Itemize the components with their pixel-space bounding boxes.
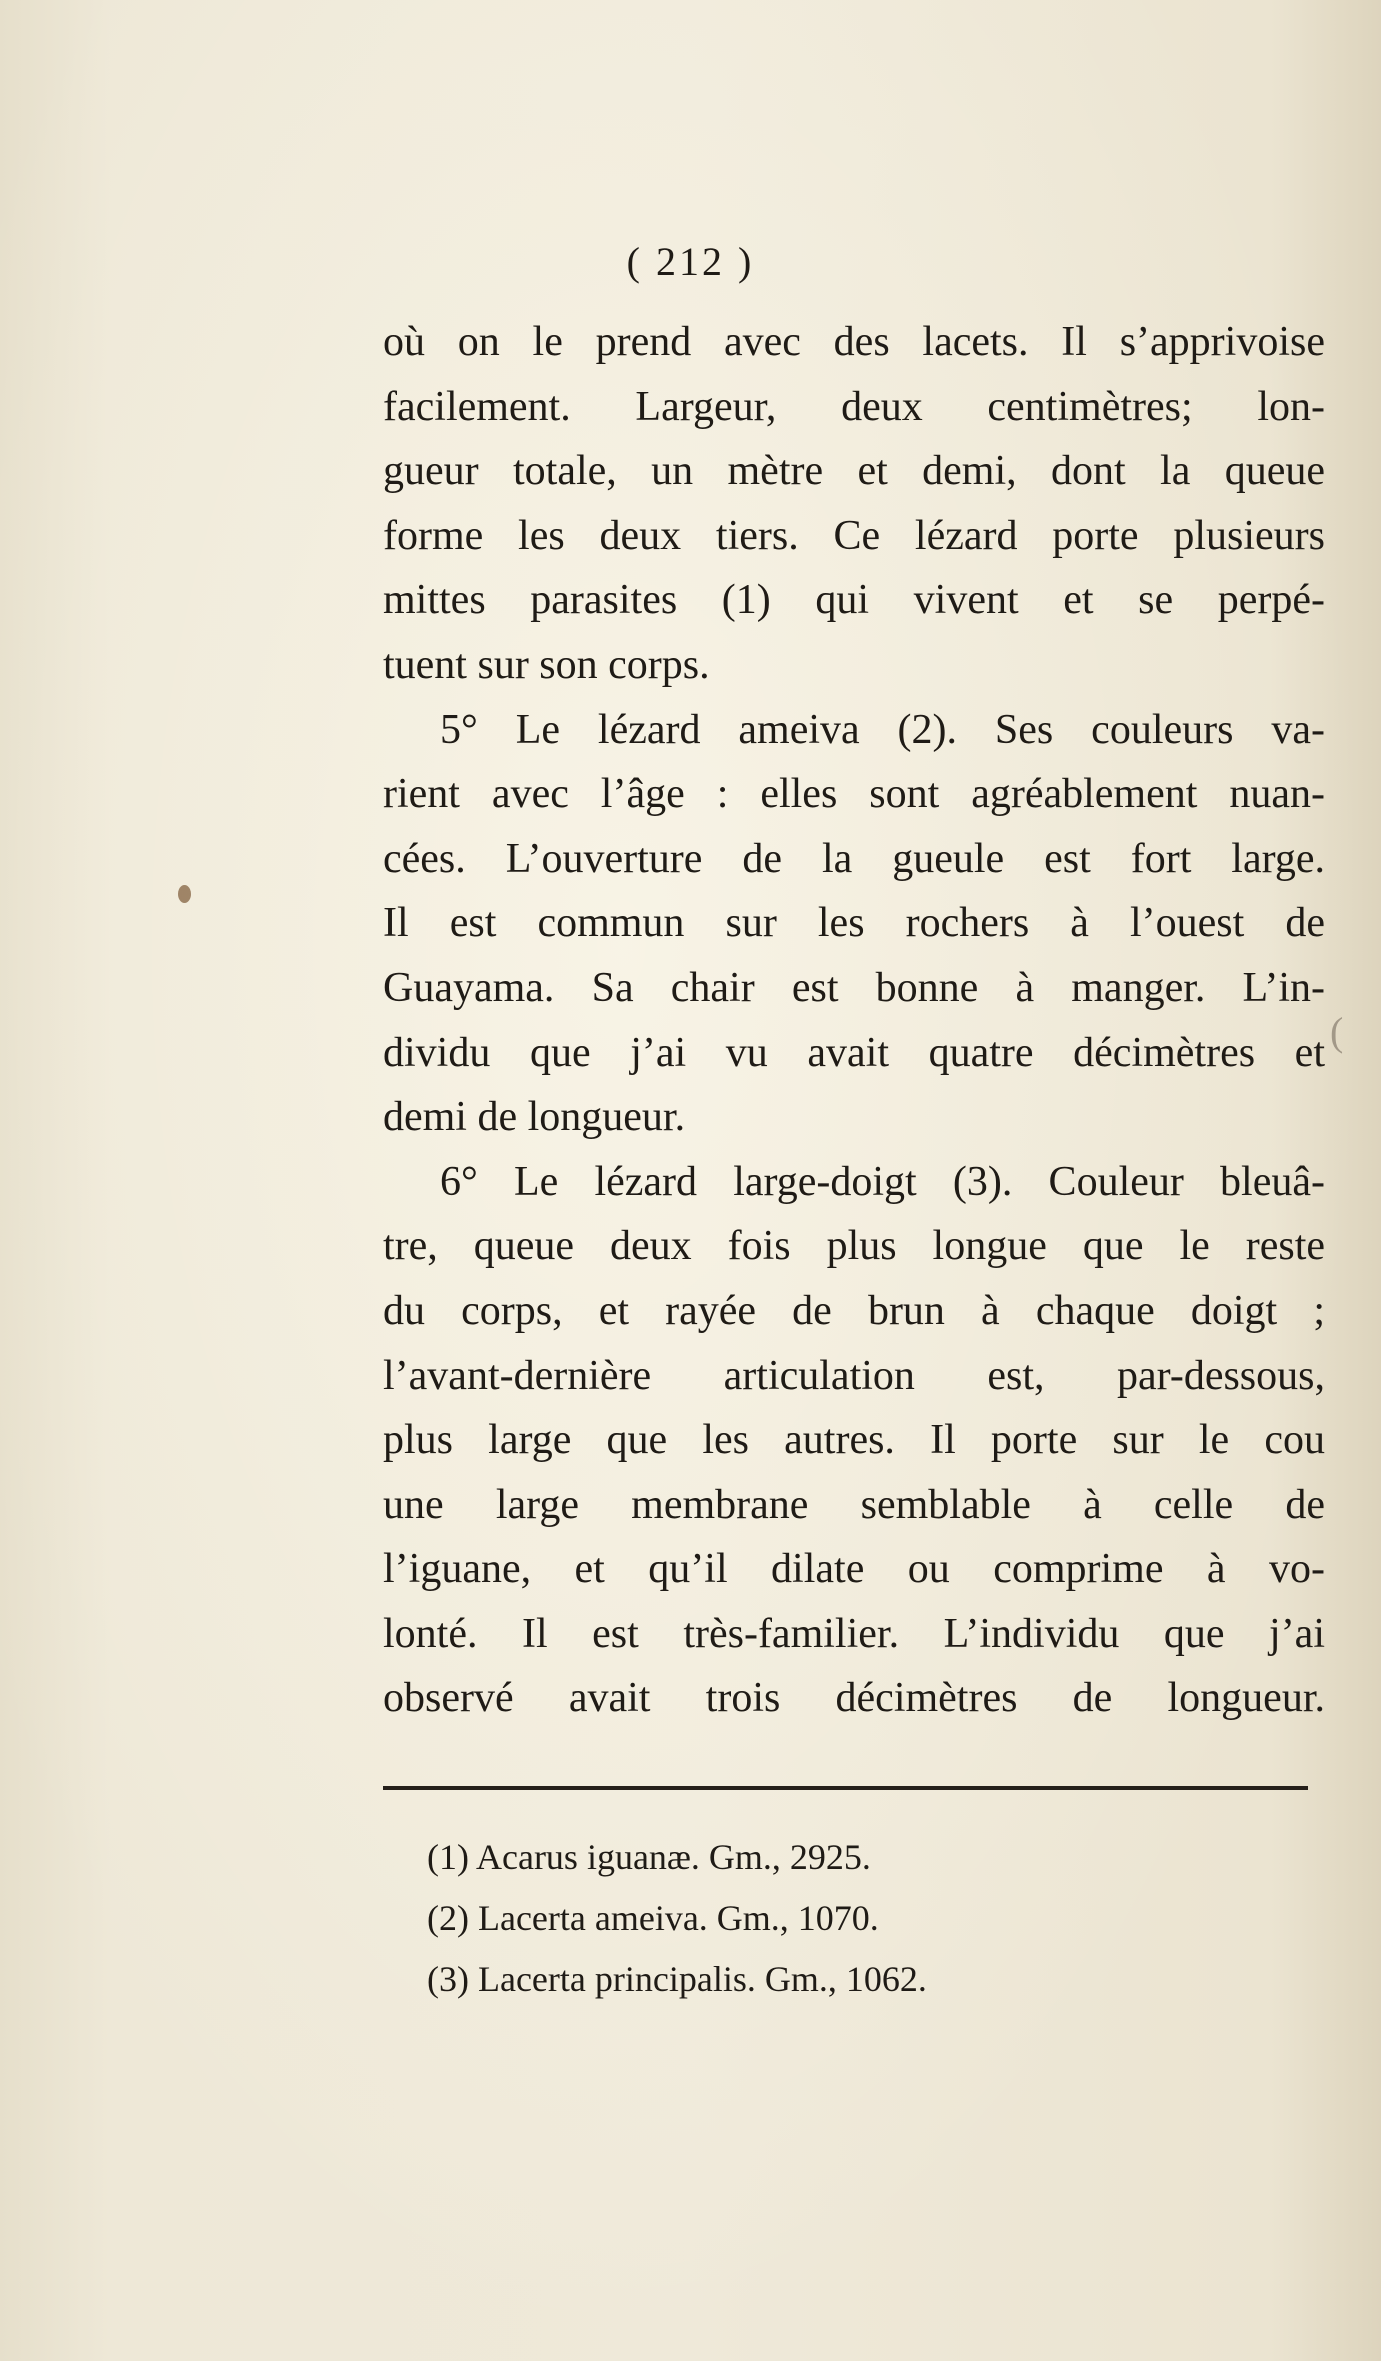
- footnotes: [427, 1827, 927, 2010]
- text-line: où on le prend avec des lacets. Il s’apprivoise: [383, 319, 1325, 365]
- footnote-rule: [383, 1786, 1308, 1790]
- text-line: facilement. Largeur, deux centimètres; lon-: [383, 383, 1325, 430]
- bleed-through-mark: (: [1330, 1009, 1344, 1054]
- text-line: Il est commun sur les rochers à l’ouest de: [383, 900, 1325, 947]
- text-line: lonté. Il est très-familier. L’individu que j’ai: [383, 1610, 1325, 1657]
- footnote: (3) Lacerta principalis. Gm., 1062.: [427, 1959, 927, 1999]
- text-line: l’avant-dernière articulation est, par-dessous,: [383, 1352, 1325, 1399]
- text-line: mittes parasites (1) qui vivent et se perpé-: [383, 577, 1325, 624]
- text-line: 6° Le lézard large-doigt (3). Couleur bleuâ-: [440, 1158, 1325, 1205]
- text-line: du corps, et rayée de brun à chaque doigt ;: [383, 1287, 1325, 1334]
- text-line: tuent sur son corps.: [383, 641, 710, 688]
- footnote: (2) Lacerta ameiva. Gm., 1070.: [427, 1898, 879, 1938]
- text-line: Guayama. Sa chair est bonne à manger. L’in-: [383, 964, 1325, 1011]
- text-line: observé avait trois décimètres de longueur.: [383, 1675, 1325, 1722]
- text-line: l’iguane, et qu’il dilate ou comprime à vo-: [383, 1546, 1325, 1593]
- text-line: 5° Le lézard ameiva (2). Ses couleurs va-: [440, 706, 1325, 753]
- text-line: gueur totale, un mètre et demi, dont la queue: [383, 448, 1325, 495]
- page-number-header: ( 212 ): [626, 239, 755, 284]
- body-text: [383, 310, 1325, 1731]
- text-line: tre, queue deux fois plus longue que le reste: [383, 1223, 1325, 1270]
- footnote: (1) Acarus iguanæ. Gm., 2925.: [427, 1837, 871, 1877]
- text-line: cées. L’ouverture de la gueule est fort large.: [383, 835, 1325, 882]
- text-line: rient avec l’âge : elles sont agréablement nuan-: [383, 771, 1325, 818]
- text-line: plus large que les autres. Il porte sur le cou: [383, 1417, 1325, 1464]
- text-line: dividu que j’ai vu avait quatre décimètres et: [383, 1029, 1325, 1076]
- text-line: demi de longueur.: [383, 1094, 686, 1141]
- text-line: forme les deux tiers. Ce lézard porte plusieurs: [383, 512, 1325, 559]
- ink-spot: [178, 885, 191, 903]
- text-line: une large membrane semblable à celle de: [383, 1481, 1325, 1528]
